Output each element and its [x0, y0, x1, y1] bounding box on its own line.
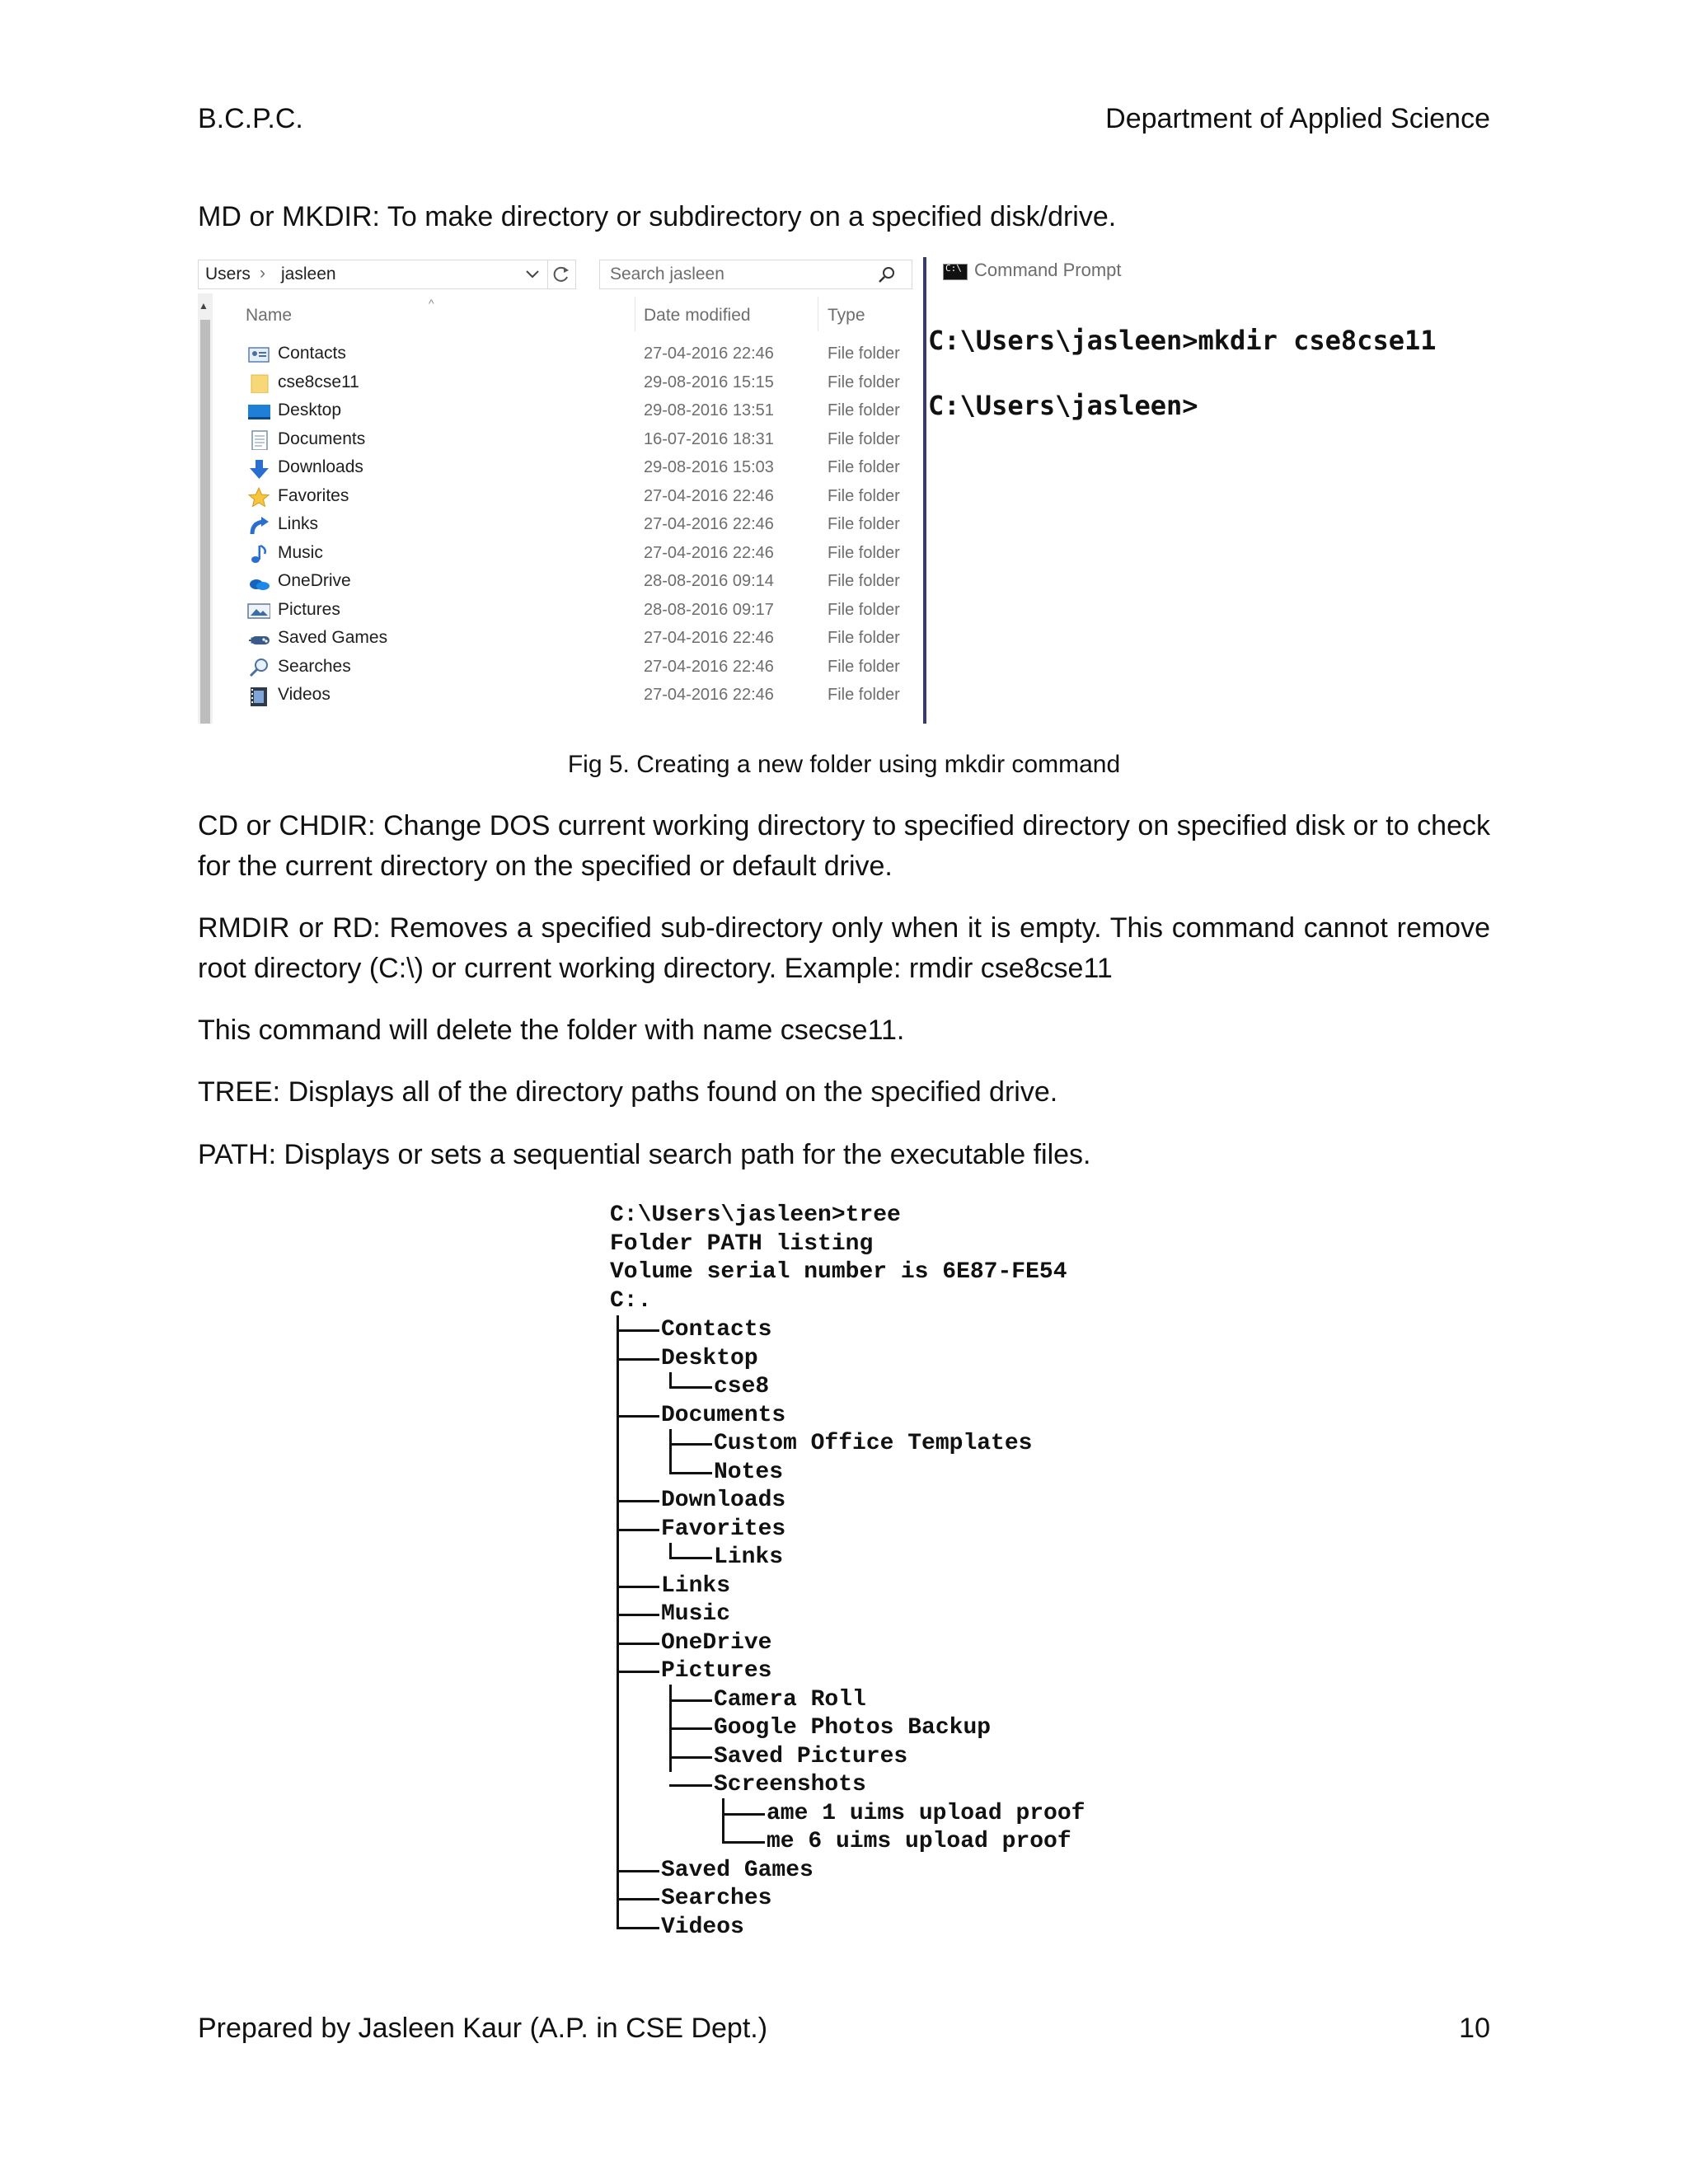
tree-node: Links [661, 1573, 731, 1599]
tree-branch-line [669, 1727, 712, 1730]
search-icon [877, 265, 897, 289]
page-number: 10 [1459, 2013, 1490, 2044]
tree-branch-line [617, 1614, 659, 1616]
row-type: File folder [828, 658, 900, 676]
tree-node: Downloads [661, 1488, 786, 1513]
saved-games-icon [247, 630, 270, 649]
tree-branch-line [617, 1315, 619, 1929]
tree-branch-line [722, 1813, 765, 1816]
folder-icon [247, 373, 270, 393]
search-box[interactable] [599, 260, 912, 289]
favorites-icon [247, 487, 270, 507]
column-header-name[interactable]: Name [246, 306, 293, 325]
tree-branch-line [617, 1586, 659, 1588]
tree-branch-line [722, 1798, 724, 1843]
tree-branch-line [669, 1756, 712, 1759]
tree-branch-line [669, 1557, 712, 1559]
tree-branch-line [617, 1415, 659, 1418]
window-border [923, 257, 926, 724]
tree-node: Screenshots [714, 1772, 866, 1797]
row-date: 27-04-2016 22:46 [644, 629, 774, 647]
tree-node: Custom Office Templates [714, 1431, 1033, 1456]
onedrive-icon [247, 573, 270, 593]
cmd-line: C:\Users\jasleen>mkdir cse8cse11 [928, 325, 1437, 356]
row-name: Links [278, 514, 319, 533]
row-type: File folder [828, 515, 900, 533]
refresh-button[interactable] [548, 260, 576, 289]
row-type: File folder [828, 430, 900, 448]
row-name: Favorites [278, 486, 349, 505]
window-title: Command Prompt [974, 260, 1122, 280]
downloads-icon [247, 459, 270, 479]
row-date: 27-04-2016 22:46 [644, 344, 774, 363]
header-left: B.C.P.C. [198, 103, 303, 134]
tree-branch-line [617, 1898, 659, 1900]
tree-command-output [608, 1202, 1169, 1943]
tree-node: Camera Roll [714, 1687, 866, 1713]
breadcrumb-separator-icon: › [260, 264, 265, 283]
column-header-date[interactable]: Date modified [644, 306, 751, 325]
tree-node: cse8 [714, 1374, 770, 1399]
tree-header-line: Folder PATH listing [610, 1231, 874, 1257]
tree-branch-line [617, 1500, 659, 1502]
row-name: Documents [278, 429, 366, 448]
row-name: cse8cse11 [278, 373, 359, 391]
cd-description: CD or CHDIR: Change DOS current working directory to specified directory on specified disk or to check for the current directory on the specified or default drive. [198, 810, 1490, 882]
breadcrumb-jasleen[interactable]: jasleen [281, 265, 336, 284]
tree-branch-line [617, 1643, 659, 1645]
desktop-icon [247, 402, 270, 422]
tree-node: Music [661, 1601, 731, 1627]
music-icon [247, 544, 270, 564]
tree-branch-line [722, 1841, 765, 1844]
cmd-icon: C:\ [943, 264, 968, 280]
videos-icon [247, 687, 270, 706]
tree-node: Documents [661, 1403, 786, 1428]
row-type: File folder [828, 373, 900, 391]
sort-ascending-icon: ^ [429, 297, 434, 310]
delete-note: This command will delete the folder with name csecse11. [198, 1015, 905, 1046]
row-name: Desktop [278, 401, 342, 419]
footer-author: Prepared by Jasleen Kaur (A.P. in CSE Dept.) [198, 2013, 768, 2044]
tree-branch-line [617, 1529, 659, 1531]
row-name: Videos [278, 685, 331, 704]
row-date: 29-08-2016 15:03 [644, 458, 774, 476]
tree-node: ame 1 uims upload proof [767, 1801, 1085, 1826]
tree-node: Desktop [661, 1346, 758, 1371]
tree-node: Google Photos Backup [714, 1715, 992, 1741]
row-name: Music [278, 543, 323, 562]
tree-node: Searches [661, 1886, 772, 1911]
scrollbar-thumb[interactable] [200, 320, 210, 724]
tree-branch-line [669, 1472, 712, 1474]
searches-icon [247, 658, 270, 677]
scroll-up-icon[interactable]: ▲ [199, 300, 209, 312]
contacts-icon [247, 345, 270, 365]
tree-branch-line [617, 1358, 659, 1361]
address-bar[interactable] [198, 260, 548, 289]
tree-branch-line [669, 1443, 712, 1446]
row-name: Pictures [278, 600, 340, 619]
tree-branch-line [617, 1927, 659, 1929]
row-type: File folder [828, 601, 900, 619]
row-date: 16-07-2016 18:31 [644, 430, 774, 448]
row-date: 29-08-2016 15:15 [644, 373, 774, 391]
row-name: OneDrive [278, 571, 351, 590]
row-type: File folder [828, 686, 900, 704]
row-date: 29-08-2016 13:51 [644, 401, 774, 419]
tree-node: me 6 uims upload proof [767, 1829, 1071, 1854]
tree-branch-line [617, 1329, 659, 1332]
tree-node: Videos [661, 1915, 744, 1940]
row-date: 28-08-2016 09:14 [644, 572, 774, 590]
row-type: File folder [828, 401, 900, 419]
tree-branch-line [669, 1386, 712, 1389]
tree-description: TREE: Displays all of the directory paths found on the specified drive. [198, 1076, 1058, 1108]
row-date: 27-04-2016 22:46 [644, 544, 774, 562]
chevron-down-icon[interactable] [525, 268, 540, 285]
tree-branch-line [669, 1784, 712, 1787]
header-right: Department of Applied Science [1105, 103, 1490, 134]
tree-branch-line [669, 1429, 672, 1474]
row-date: 27-04-2016 22:46 [644, 487, 774, 505]
search-placeholder: Search jasleen [610, 265, 724, 284]
tree-header-line: C:\Users\jasleen>tree [610, 1202, 901, 1228]
tree-branch-line [617, 1671, 659, 1673]
row-type: File folder [828, 487, 900, 505]
rmdir-description: RMDIR or RD: Removes a specified sub-directory only when it is empty. This command cannot remove root directory (C:\) or current working directory. Example: rmdir cse8cse11 [198, 912, 1490, 984]
row-type: File folder [828, 629, 900, 647]
md-description: MD or MKDIR: To make directory or subdirectory on a specified disk/drive. [198, 201, 1117, 232]
tree-branch-line [669, 1699, 712, 1702]
row-name: Contacts [278, 344, 346, 363]
figure-caption: Fig 5. Creating a new folder using mkdir command [567, 751, 1121, 778]
row-name: Searches [278, 657, 351, 676]
breadcrumb-users[interactable]: Users [205, 265, 251, 284]
tree-node: Saved Pictures [714, 1744, 908, 1769]
tree-node: Favorites [661, 1516, 786, 1542]
row-type: File folder [828, 458, 900, 476]
pictures-icon [247, 601, 270, 621]
column-header-type[interactable]: Type [828, 306, 865, 325]
row-date: 28-08-2016 09:17 [644, 601, 774, 619]
tree-node: OneDrive [661, 1630, 772, 1656]
tree-header-line: Volume serial number is 6E87-FE54 [610, 1259, 1067, 1285]
tree-branch-line [617, 1870, 659, 1872]
tree-node: Notes [714, 1460, 784, 1485]
row-type: File folder [828, 544, 900, 562]
refresh-icon [548, 260, 574, 288]
cmd-line: C:\Users\jasleen> [928, 390, 1198, 421]
command-prompt-window [923, 257, 1492, 724]
row-date: 27-04-2016 22:46 [644, 686, 774, 704]
row-name: Saved Games [278, 628, 388, 647]
tree-node: Saved Games [661, 1858, 814, 1883]
row-type: File folder [828, 572, 900, 590]
row-name: Downloads [278, 457, 363, 476]
documents-icon [247, 430, 270, 450]
tree-node: Pictures [661, 1658, 772, 1684]
file-explorer [198, 257, 923, 724]
path-description: PATH: Displays or sets a sequential search path for the executable files. [198, 1139, 1091, 1170]
row-type: File folder [828, 344, 900, 363]
tree-header-line: C:. [610, 1288, 652, 1314]
tree-node: Links [714, 1544, 784, 1570]
vertical-scrollbar[interactable] [198, 293, 213, 724]
row-date: 27-04-2016 22:46 [644, 515, 774, 533]
row-date: 27-04-2016 22:46 [644, 658, 774, 676]
tree-node: Contacts [661, 1317, 772, 1343]
links-icon [247, 516, 270, 536]
